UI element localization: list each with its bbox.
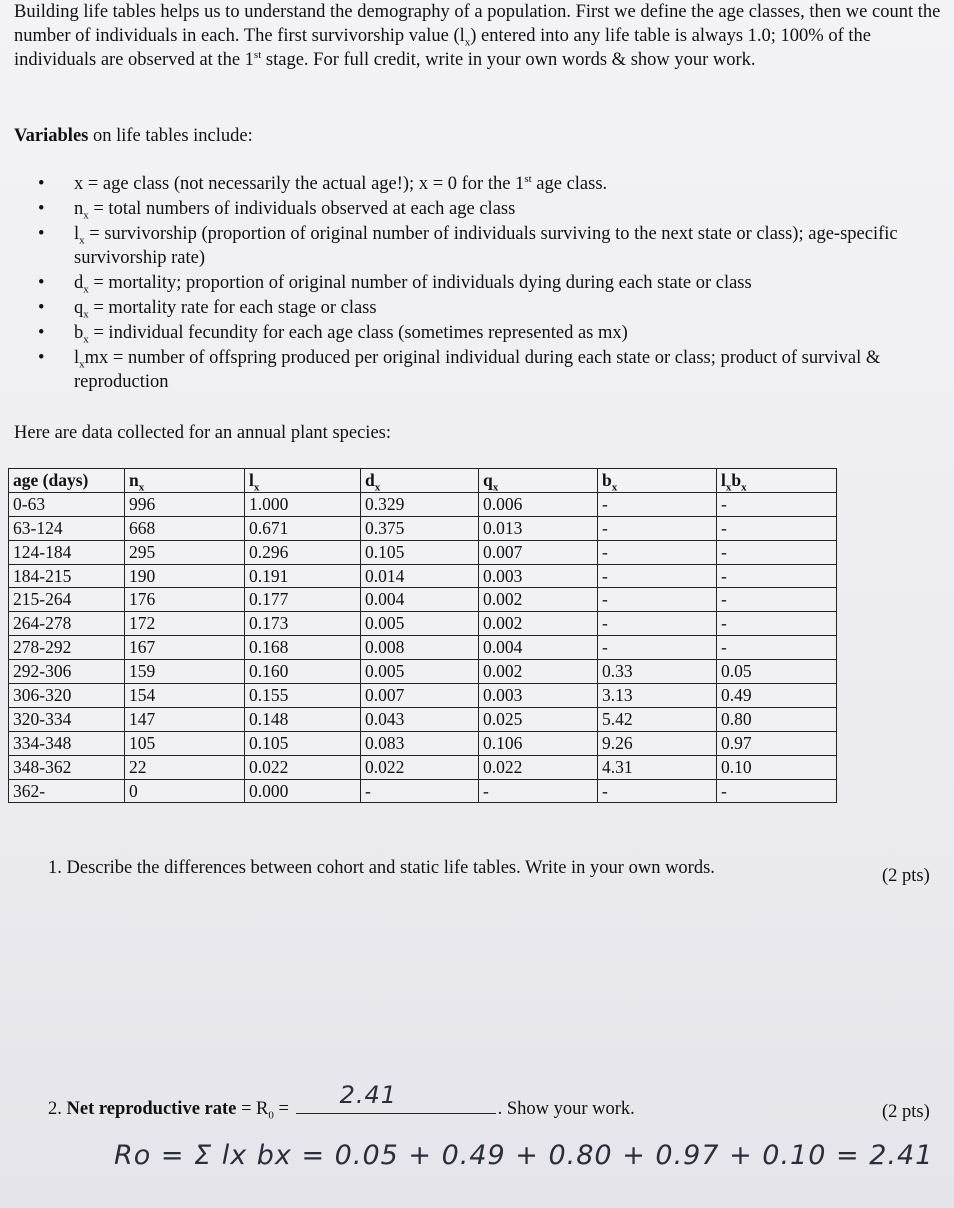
variable-text: = age class (not necessarily the actual age!); x = 0 for the 1 xyxy=(83,174,525,194)
variables-list xyxy=(30,172,930,395)
variable-sub: x xyxy=(83,308,89,321)
table-cell: - xyxy=(598,612,717,636)
table-cell: - xyxy=(479,779,598,803)
variable-item xyxy=(30,222,930,270)
data-heading: Here are data collected for an annual plant species: xyxy=(14,423,392,443)
table-cell: 154 xyxy=(125,684,245,708)
table-cell: 0.083 xyxy=(361,731,479,755)
table-cell: 0.106 xyxy=(479,731,598,755)
table-cell: - xyxy=(598,636,717,660)
handwritten-work: Ro = Σ lx bx = 0.05 + 0.49 + 0.80 + 0.97 + 0.10 = 2.41 xyxy=(114,1140,934,1171)
table-cell: 0.002 xyxy=(479,588,598,612)
bullet-icon: • xyxy=(38,348,45,368)
table-cell: 167 xyxy=(125,636,245,660)
table-cell: 0.296 xyxy=(245,540,361,564)
table-cell: 0.005 xyxy=(361,660,479,684)
variables-heading-bold: Variables xyxy=(14,126,89,146)
table-cell: - xyxy=(717,779,837,803)
table-cell: - xyxy=(598,540,717,564)
table-row xyxy=(9,588,837,612)
bullet-icon: • xyxy=(38,174,45,194)
table-cell: 0.33 xyxy=(598,660,717,684)
table-row xyxy=(9,540,837,564)
variable-symbol: b xyxy=(74,323,84,343)
variable-symbol: q xyxy=(74,298,84,318)
table-cell: 0.022 xyxy=(245,755,361,779)
table-cell: 295 xyxy=(125,540,245,564)
question-2 xyxy=(48,1081,635,1122)
header-sub: x xyxy=(725,481,732,494)
variable-item xyxy=(30,271,930,295)
question-2-points: (2 pts) xyxy=(882,1102,930,1122)
header-sub: x xyxy=(611,481,618,494)
table-cell: 0.022 xyxy=(479,755,598,779)
variables-heading-rest: on life tables include: xyxy=(88,126,253,146)
intro-text-1: Building life tables helps us to understand the demography of a population. First we define the age classes, then we count the number of individuals in each. The first survivorship value (l xyxy=(14,2,941,46)
table-cell: 0.022 xyxy=(361,755,479,779)
table-cell: 0.005 xyxy=(361,612,479,636)
table-cell: - xyxy=(598,564,717,588)
table-cell: - xyxy=(598,588,717,612)
table-cell: 348-362 xyxy=(9,755,125,779)
header-symbol: b xyxy=(602,469,612,490)
table-cell: 0.105 xyxy=(361,540,479,564)
header-symbol: age (days) xyxy=(13,469,89,490)
table-cell: 0.05 xyxy=(717,660,837,684)
table-cell: - xyxy=(717,636,837,660)
table-body xyxy=(9,492,837,803)
header-symbol: q xyxy=(483,469,493,490)
bullet-icon: • xyxy=(38,323,45,343)
variable-symbol: x xyxy=(74,174,84,194)
table-cell: 0.004 xyxy=(361,588,479,612)
table-cell: 176 xyxy=(125,588,245,612)
table-cell: 0.148 xyxy=(245,707,361,731)
table-cell: 0.025 xyxy=(479,707,598,731)
table-cell: 0.003 xyxy=(479,684,598,708)
table-cell: 0.10 xyxy=(717,755,837,779)
table-cell: - xyxy=(361,779,479,803)
table-header-row xyxy=(9,469,837,493)
table-cell: 334-348 xyxy=(9,731,125,755)
table-row xyxy=(9,731,837,755)
table-cell: - xyxy=(717,492,837,516)
table-cell: 0.007 xyxy=(479,540,598,564)
table-cell: 0.80 xyxy=(717,707,837,731)
table-cell: 63-124 xyxy=(9,516,125,540)
table-cell: 147 xyxy=(125,707,245,731)
variable-text: = mortality rate for each stage or class xyxy=(88,298,377,318)
table-cell: 159 xyxy=(125,660,245,684)
table-row xyxy=(9,755,837,779)
table-cell: 3.13 xyxy=(598,684,717,708)
table-cell: 320-334 xyxy=(9,707,125,731)
table-cell: 0.013 xyxy=(479,516,598,540)
variable-item xyxy=(30,296,930,320)
table-cell: 4.31 xyxy=(598,755,717,779)
table-cell: - xyxy=(598,516,717,540)
variable-item xyxy=(30,172,930,196)
column-header xyxy=(361,469,479,493)
table-cell: - xyxy=(717,516,837,540)
handwritten-answer: 2.41 xyxy=(339,1081,398,1109)
intro-text-2: ) entered into any life table is always 1.0; 100% of the individuals are observed at the 1 xyxy=(14,26,871,70)
table-cell: 105 xyxy=(125,731,245,755)
question-2-equals-2: = xyxy=(273,1099,294,1119)
intro-sup: st xyxy=(253,48,262,61)
table-cell: 0.008 xyxy=(361,636,479,660)
table-cell: 0.105 xyxy=(245,731,361,755)
variable-symbol: d xyxy=(74,273,84,293)
variable-text: = mortality; proportion of original number of individuals dying during each state or class xyxy=(88,273,752,293)
table-cell: 0.043 xyxy=(361,707,479,731)
variable-sub: x xyxy=(83,209,89,222)
table-row xyxy=(9,636,837,660)
variable-item xyxy=(30,197,930,221)
answer-blank[interactable] xyxy=(296,1081,496,1114)
table-row xyxy=(9,660,837,684)
table-cell: 0.168 xyxy=(245,636,361,660)
table-row xyxy=(9,779,837,803)
table-row xyxy=(9,492,837,516)
bullet-icon: • xyxy=(38,224,45,244)
table-row xyxy=(9,564,837,588)
question-1-points: (2 pts) xyxy=(882,866,930,886)
header-tail-sub: x xyxy=(741,481,747,494)
table-cell: 0.160 xyxy=(245,660,361,684)
table-cell: 0.173 xyxy=(245,612,361,636)
table-cell: 0.004 xyxy=(479,636,598,660)
table-cell: - xyxy=(717,540,837,564)
table-cell: 0.329 xyxy=(361,492,479,516)
question-2-after: . Show your work. xyxy=(497,1099,635,1119)
table-cell: 0.155 xyxy=(245,684,361,708)
variable-sub: x xyxy=(83,333,89,346)
variable-sub: x xyxy=(83,283,89,296)
table-cell: 172 xyxy=(125,612,245,636)
table-cell: 5.42 xyxy=(598,707,717,731)
table-cell: 0.375 xyxy=(361,516,479,540)
table-cell: 0.002 xyxy=(479,660,598,684)
question-2-r-sub: 0 xyxy=(268,1109,274,1122)
header-symbol: n xyxy=(129,469,139,490)
header-symbol: l xyxy=(721,469,726,490)
question-2-number: 2. xyxy=(48,1099,67,1119)
variable-after: x = number of offspring produced per original individual during each state or class; product of survival & reproduction xyxy=(74,348,881,392)
intro-paragraph xyxy=(14,0,944,72)
variables-heading xyxy=(14,126,253,147)
header-sub: x xyxy=(374,481,381,494)
header-symbol: l xyxy=(249,469,254,490)
column-header xyxy=(9,469,125,493)
variable-sub: x xyxy=(79,234,85,247)
table-cell: 0.000 xyxy=(245,779,361,803)
table-cell: 996 xyxy=(125,492,245,516)
question-1: 1. Describe the differences between cohort and static life tables. Write in your own words. xyxy=(48,858,715,878)
variable-text: = total numbers of individuals observed at each age class xyxy=(88,199,516,219)
table-cell: 0.014 xyxy=(361,564,479,588)
variable-after: x) xyxy=(612,323,628,343)
column-header xyxy=(479,469,598,493)
table-cell: 0-63 xyxy=(9,492,125,516)
table-row xyxy=(9,516,837,540)
table-cell: 0.006 xyxy=(479,492,598,516)
bullet-icon: • xyxy=(38,273,45,293)
bullet-icon: • xyxy=(38,298,45,318)
column-header xyxy=(598,469,717,493)
bullet-icon: • xyxy=(38,199,45,219)
question-2-equals: = R xyxy=(236,1099,269,1119)
intro-text-3: stage. For full credit, write in your own words & show your work. xyxy=(261,50,756,70)
table-cell: - xyxy=(598,779,717,803)
variable-item xyxy=(30,321,930,345)
table-cell: - xyxy=(717,564,837,588)
table-cell: - xyxy=(717,612,837,636)
table-cell: - xyxy=(598,492,717,516)
table-cell: - xyxy=(717,588,837,612)
table-cell: 292-306 xyxy=(9,660,125,684)
header-sub: x xyxy=(492,481,499,494)
table-cell: 190 xyxy=(125,564,245,588)
table-cell: 22 xyxy=(125,755,245,779)
column-header xyxy=(717,469,837,493)
table-row xyxy=(9,612,837,636)
table-cell: 306-320 xyxy=(9,684,125,708)
table-cell: 124-184 xyxy=(9,540,125,564)
variable-text: m xyxy=(84,348,100,368)
variable-text: = individual fecundity for each age class (sometimes represented as m xyxy=(88,323,613,343)
variable-symbol: l xyxy=(74,224,80,244)
table-cell: 0.49 xyxy=(717,684,837,708)
table-row xyxy=(9,684,837,708)
variable-symbol: n xyxy=(74,199,84,219)
variable-item xyxy=(30,346,930,394)
column-header xyxy=(245,469,361,493)
header-symbol: d xyxy=(365,469,375,490)
variable-after: age class. xyxy=(531,174,608,194)
table-cell: 0.177 xyxy=(245,588,361,612)
table-cell: 0.191 xyxy=(245,564,361,588)
column-header xyxy=(125,469,245,493)
table-cell: 184-215 xyxy=(9,564,125,588)
table-cell: 668 xyxy=(125,516,245,540)
header-sub: x xyxy=(138,481,145,494)
table-cell: 215-264 xyxy=(9,588,125,612)
table-cell: 9.26 xyxy=(598,731,717,755)
table-cell: 1.000 xyxy=(245,492,361,516)
table-cell: 0.671 xyxy=(245,516,361,540)
table-cell: 278-292 xyxy=(9,636,125,660)
table-cell: 0.002 xyxy=(479,612,598,636)
intro-sub: x xyxy=(464,36,471,49)
table-cell: 0.007 xyxy=(361,684,479,708)
table-cell: 0 xyxy=(125,779,245,803)
header-tail: b xyxy=(731,469,742,490)
question-2-label: Net reproductive rate xyxy=(66,1099,237,1119)
variable-sub: x xyxy=(79,358,85,371)
table-cell: 264-278 xyxy=(9,612,125,636)
life-table xyxy=(8,468,837,803)
variable-symbol: l xyxy=(74,348,80,368)
table-cell: 362- xyxy=(9,779,125,803)
table-cell: 0.97 xyxy=(717,731,837,755)
variable-text: = survivorship (proportion of original number of individuals surviving to the next state or class); age-specific survivorship rate) xyxy=(74,224,898,268)
variable-sup: st xyxy=(524,172,532,185)
header-sub: x xyxy=(253,481,260,494)
table-cell: 0.003 xyxy=(479,564,598,588)
table-row xyxy=(9,707,837,731)
